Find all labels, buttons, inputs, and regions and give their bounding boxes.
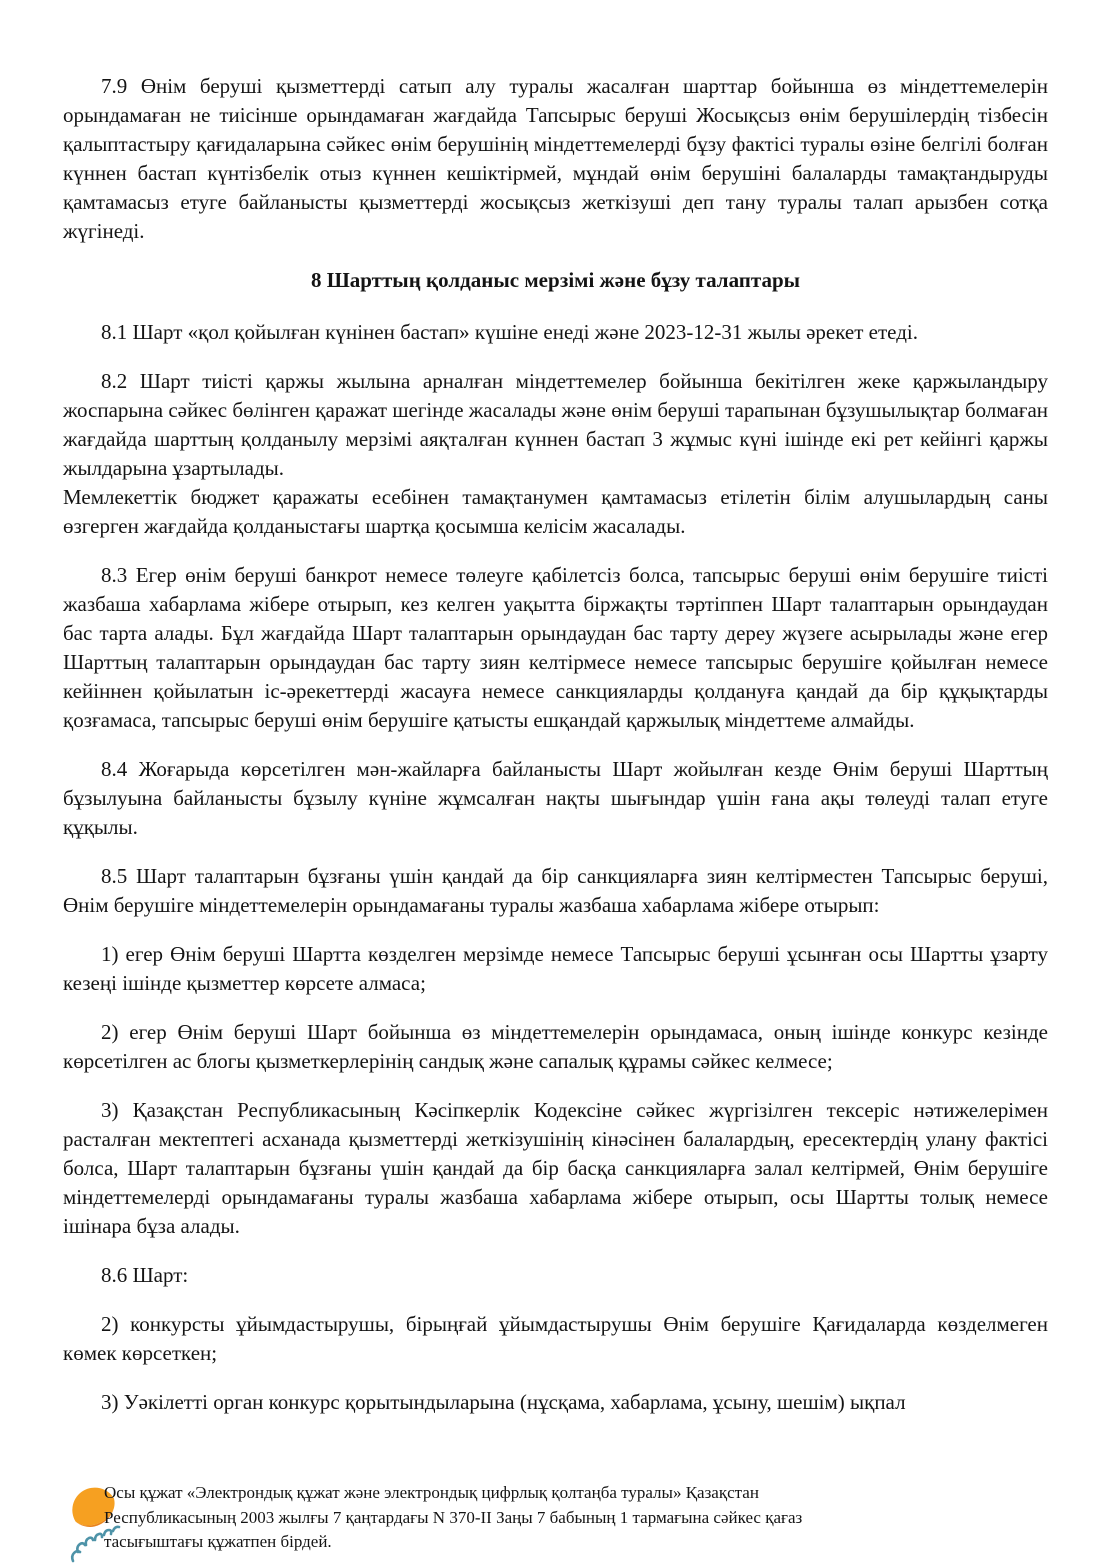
- paragraph-8-2: 8.2 Шарт тиісті қаржы жылына арналған міндеттемелер бойынша бекітілген жеке қаржыландыру жоспарына сәйкес бөлінген қаражат шегінде жасалады және өнім беруші тарапынан бұзушылықтар болмаған жағдайда шарттың қолданылу мерзімі аяқталған күннен бастап 3 жұмыс күні ішінде екі рет кейінгі қаржы жылдарына ұзартылады.: [63, 369, 1048, 480]
- paragraph-8-6: 8.6 Шарт:: [101, 1263, 189, 1287]
- list-item-8-5-2: 2) егер Өнім беруші Шарт бойынша өз міндеттемелерін орындамаса, оның ішінде конкурс кезінде көрсетілген ас блогы қызметкерлерінің сандық және сапалық құрамы сәйкес келмесе;: [63, 1020, 1048, 1073]
- paragraph-7-9: 7.9 Өнім беруші қызметтерді сатып алу туралы жасалған шарттар бойынша өз міндеттемелерін орындамаған не тиісінше орындамаған жағдайда Тапсырыс беруші Жосықсыз өнім берушілердің тізбесін қалыптастыру қағидаларына сәйкес өнім берушінің міндеттемелерді бұзу фактісі туралы өзіне белгілі болған күннен бастап күнтізбелік отыз күннен кешіктірмей, мұндай өнім берушіні балаларды тамақтандыруды қамтамасыз етуге байланысты қызметтерді жосықсыз жеткізуші деп тану туралы талап арызбен сотқа жүгінеді.: [63, 74, 1048, 243]
- footer-line-3: тасығыштағы құжатпен бірдей.: [104, 1532, 332, 1551]
- paragraph-8-2-continuation: Мемлекеттік бюджет қаражаты есебінен тамақтанумен қамтамасыз етілетін білім алушылардың саны өзгерген жағдайда қолданыстағы шартқа қосымша келісім жасалады.: [63, 485, 1048, 538]
- paragraph-8-1: 8.1 Шарт «қол қойылған күнінен бастап» күшіне енеді және 2023-12-31 жылы әрекет етеді.: [101, 320, 918, 344]
- list-item-8-5-1: 1) егер Өнім беруші Шартта көзделген мерзімде немесе Тапсырыс беруші ұсынған осы Шартты ұзарту кезеңі ішінде қызметтер көрсете алмаса;: [63, 942, 1048, 995]
- list-item-8-6-2: 2) конкурсты ұйымдастырушы, бірыңғай ұйымдастырушы Өнім берушіге Қағидаларда көзделмеген көмек көрсеткен;: [63, 1312, 1048, 1365]
- footer-line-1: Осы құжат «Электрондық құжат және электрондық цифрлық қолтаңба туралы» Қазақстан: [104, 1483, 759, 1502]
- list-item-8-5-3: 3) Қазақстан Республикасының Кәсіпкерлік Кодексіне сәйкес жүргізілген тексеріс нәтижелерімен расталған мектептегі асханада қызметтерді жеткізушінің кінәсінен балалардың, ересектердің улану фактісі болса, Шарт талаптарын бұзғаны үшін қандай да бір басқа санкцияларға залал келтірмей, Өнім берушіге міндеттемелерді орындамағаны туралы жазбаша хабарлама жібере отырып, осы Шартты толық немесе ішінара бұза алады.: [63, 1098, 1048, 1238]
- list-item-8-6-3: 3) Уәкілетті орган конкурс қорытындыларына (нұсқама, хабарлама, ұсыну, шешім) ықпал: [101, 1390, 906, 1414]
- paragraph-8-5: 8.5 Шарт талаптарын бұзғаны үшін қандай да бір санкцияларға зиян келтірместен Тапсырыс беруші, Өнім берушіге міндеттемелерін орындамағаны туралы жазбаша хабарлама жібере отырып:: [63, 864, 1048, 917]
- signature-footer: [104, 1481, 1024, 1555]
- section-8-heading: 8 Шарттың қолданыс мерзімі және бұзу талаптары: [310, 268, 801, 292]
- paragraph-8-3: 8.3 Егер өнім беруші банкрот немесе төлеуге қабілетсіз болса, тапсырыс беруші өнім берушіге тиісті жазбаша хабарлама жібере отырып, кез келген уақытта біржақты тәртіппен Шарт талаптарын орындаудан бас тарта алады. Бұл жағдайда Шарт талаптарын орындаудан бас тарту дереу жүзеге асырылады және егер Шарттың талаптарын орындаудан бас тарту зиян келтірмесе немесе тапсырыс берушіге қойылған немесе кейіннен қойылатын іс-әрекеттерді жасауға немесе санкцияларды қолдануға қандай да бір құқықтарды қозғамаса, тапсырыс беруші өнім берушіге қатысты ешқандай қаржылық міндеттеме алмайды.: [63, 563, 1048, 732]
- paragraph-8-4: 8.4 Жоғарыда көрсетілген мән-жайларға байланысты Шарт жойылған кезде Өнім беруші Шарттың бұзылуына байланысты бұзылу күніне жұмсалған нақты шығындар үшін ғана ақы төлеуді талап етуге құқылы.: [63, 757, 1048, 839]
- footer-line-2: Республикасының 2003 жылғы 7 қаңтардағы N 370-II Заңы 7 бабының 1 тармағына сәйкес қағаз: [104, 1507, 803, 1527]
